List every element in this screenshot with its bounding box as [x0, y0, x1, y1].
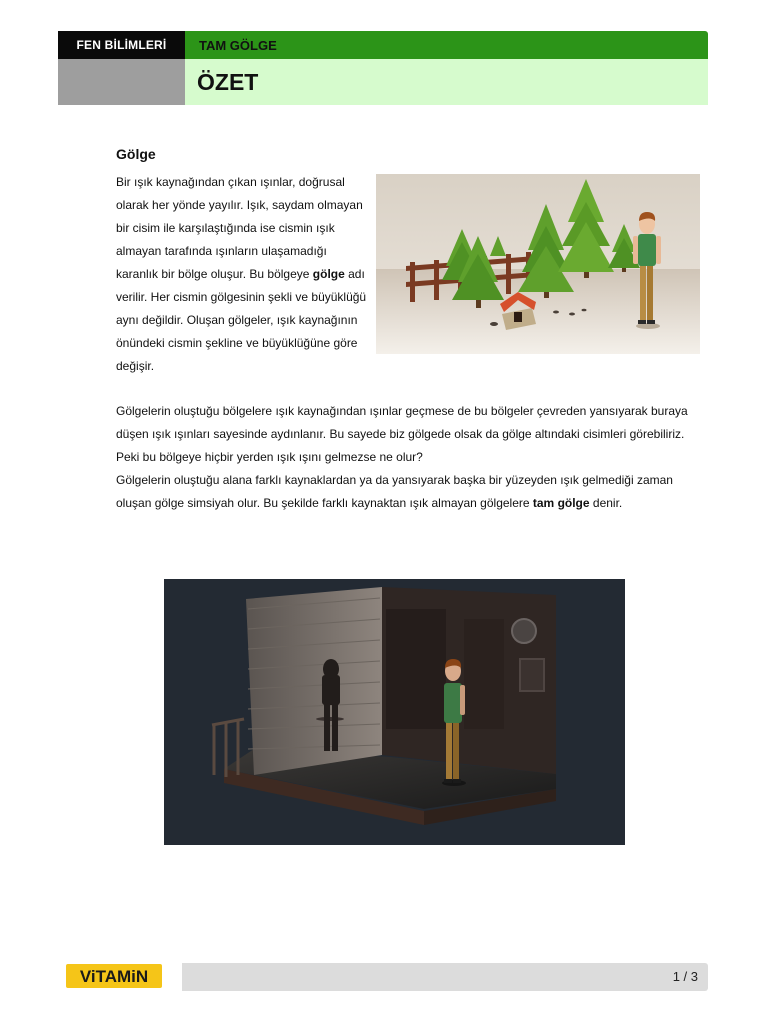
vitamin-logo-icon — [66, 963, 166, 989]
subject-block — [58, 59, 185, 105]
page-number: 1 / 3 — [672, 969, 698, 984]
vitamin-logo — [66, 963, 166, 989]
page-title: ÖZET — [185, 59, 708, 105]
logo-text: ViTAMiN — [79, 967, 149, 986]
body-para-2b: denir. — [589, 496, 623, 510]
topic-label: TAM GÖLGE — [185, 31, 708, 59]
section-title: Gölge — [116, 146, 156, 162]
intro-bold-term: gölge — [312, 267, 345, 281]
intro-paragraph — [116, 171, 368, 378]
dark-room-illustration — [164, 579, 625, 845]
body-paragraph — [116, 400, 706, 515]
outdoor-shadow-illustration — [376, 174, 700, 354]
footer-bar — [182, 963, 708, 991]
intro-text-a: Bir ışık kaynağından çıkan ışınlar, doğrusal olarak her yönde yayılır. Işık, saydam olmayan bir cisim ile karşılaştığında ise cismin ışık almayan tarafında ışınların ulaşamadığı karanlık bir bölge oluşur. Bu bölgeye — [116, 175, 363, 281]
subject-label: FEN BİLİMLERİ — [58, 31, 185, 59]
body-para-1: Gölgelerin oluştuğu bölgelere ışık kaynağından ışınlar geçmese de bu bölgeler çevreden yansıyarak buraya düşen ışık ışınları sayesinde aydınlanır. Bu sayede biz gölgede olsak da gölge altındaki cisimleri görebiliriz. Peki bu bölgeye hiçbir yerden ışık ışını gelmezse ne olur? — [116, 404, 688, 464]
body-para-2a: Gölgelerin oluştuğu alana farklı kaynaklardan ya da yansıyarak başka bir yüzeyden ışık gelmediği zaman oluşan gölge simsiyah olur. Bu şekilde farklı kaynaktan ışık almayan gölgelere — [116, 473, 673, 510]
body-bold-term: tam gölge — [532, 496, 590, 510]
intro-text-b: adı verilir. Her cismin gölgesinin şekli ve büyüklüğü aynı değildir. Oluşan gölgeler, ışık kaynağının önündeki cismin şekline ve büyüklüğüne göre değişir. — [116, 267, 367, 373]
